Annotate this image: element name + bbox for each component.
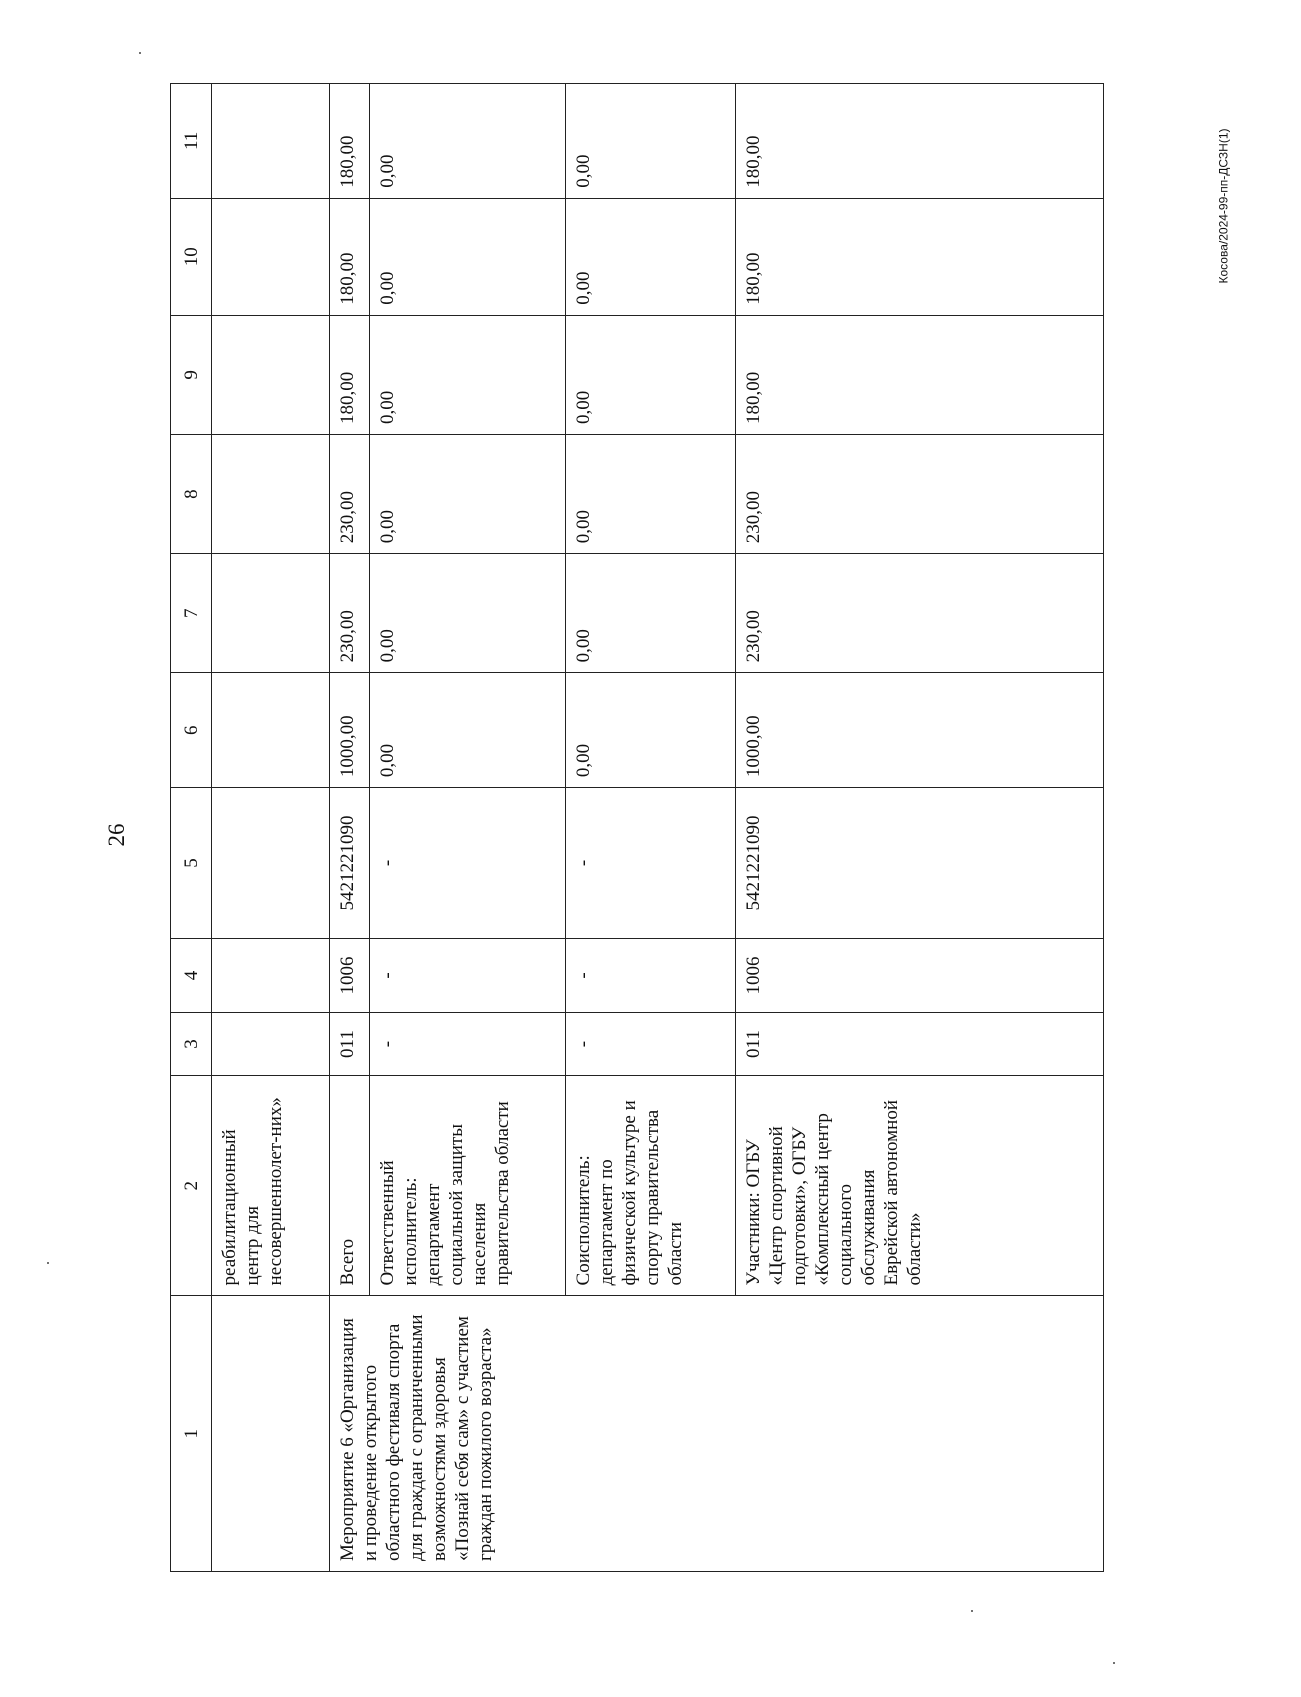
- table-cell: [212, 1013, 330, 1076]
- table-cell: 180,00: [330, 315, 370, 434]
- table-cell: 011: [330, 1013, 370, 1076]
- document-code: [1146, 128, 1231, 284]
- table-cell: [212, 434, 330, 553]
- table-cell: 5421221090: [330, 788, 370, 939]
- column-header: 1: [171, 1296, 212, 1572]
- table-cell: 1000,00: [736, 673, 1104, 788]
- table-cell: 0,00: [370, 554, 566, 673]
- scan-speck: [47, 1262, 49, 1264]
- table-cell: 0,00: [370, 434, 566, 553]
- executor-cell: Ответственный исполнитель: департамент социальной защиты населения правительства области: [370, 1076, 566, 1296]
- table-cell: -: [370, 1013, 566, 1076]
- column-header: 4: [171, 938, 212, 1012]
- table-cell: 230,00: [330, 554, 370, 673]
- column-header: 9: [171, 315, 212, 434]
- column-header: 11: [171, 84, 212, 199]
- table-cell: 0,00: [370, 198, 566, 315]
- table-cell: 0,00: [370, 673, 566, 788]
- table-cell: [212, 1296, 330, 1572]
- table-row: [330, 84, 370, 1572]
- table-cell: 0,00: [370, 84, 566, 199]
- table-cell: [212, 198, 330, 315]
- table-cell: 180,00: [330, 198, 370, 315]
- table-cell: 230,00: [736, 554, 1104, 673]
- budget-table: [170, 83, 1104, 1572]
- table-cell: 0,00: [566, 554, 736, 673]
- table-cell: 1000,00: [330, 673, 370, 788]
- table-cell: [212, 554, 330, 673]
- column-header: 10: [171, 198, 212, 315]
- table-cell: 0,00: [566, 673, 736, 788]
- table-cell: 0,00: [566, 198, 736, 315]
- scan-speck: [139, 52, 141, 54]
- executor-cell: Соисполнитель: департамент по физической культуре и спорту правительства области: [566, 1076, 736, 1296]
- column-number-row: [171, 84, 212, 1572]
- column-header: 5: [171, 788, 212, 939]
- table-cell: 0,00: [566, 84, 736, 199]
- executor-cell: Всего: [330, 1076, 370, 1296]
- rotated-table-wrapper: [170, 83, 1104, 1572]
- scan-speck: [971, 1610, 973, 1612]
- table-cell: 0,00: [566, 434, 736, 553]
- table-cell: [212, 788, 330, 939]
- scan-speck: [1113, 1662, 1115, 1664]
- table-cell: 011: [736, 1013, 1104, 1076]
- table-cell: -: [370, 938, 566, 1012]
- table-cell: реабилитационный центр для несовершеннолет-них»: [212, 1076, 330, 1296]
- page-number: 26: [104, 823, 129, 847]
- column-header: 3: [171, 1013, 212, 1076]
- measure-title-cell: Мероприятие 6 «Организация и проведение открытого областного фестиваля спорта для граждан с ограниченными возможностями здоровья «Познай себя сам» с участием граждан пожилого возраста»: [330, 1296, 1104, 1572]
- column-header: 8: [171, 434, 212, 553]
- executor-cell: Участники: ОГБУ «Центр спортивной подготовки», ОГБУ «Комплексный центр социального обслуживания Еврейской автономной области»: [736, 1076, 1104, 1296]
- table-cell: 0,00: [370, 315, 566, 434]
- column-header: 2: [171, 1076, 212, 1296]
- document-code-text: Косова/2024-99-пп-ДСЗН(1): [1216, 128, 1231, 284]
- column-header: 7: [171, 554, 212, 673]
- table-cell: 1006: [736, 938, 1104, 1012]
- table-cell: [212, 84, 330, 199]
- table-cell: 180,00: [736, 315, 1104, 434]
- table-row: [212, 84, 330, 1572]
- table-cell: [212, 315, 330, 434]
- table-cell: [212, 938, 330, 1012]
- table-cell: [212, 673, 330, 788]
- column-header: 6: [171, 673, 212, 788]
- table-cell: 230,00: [736, 434, 1104, 553]
- table-cell: -: [566, 1013, 736, 1076]
- table-cell: -: [566, 938, 736, 1012]
- table-cell: 5421221090: [736, 788, 1104, 939]
- table-cell: 180,00: [330, 84, 370, 199]
- table-cell: 180,00: [736, 198, 1104, 315]
- table-cell: -: [370, 788, 566, 939]
- table-cell: 0,00: [566, 315, 736, 434]
- table-cell: -: [566, 788, 736, 939]
- table-cell: 230,00: [330, 434, 370, 553]
- table-cell: 180,00: [736, 84, 1104, 199]
- table-cell: 1006: [330, 938, 370, 1012]
